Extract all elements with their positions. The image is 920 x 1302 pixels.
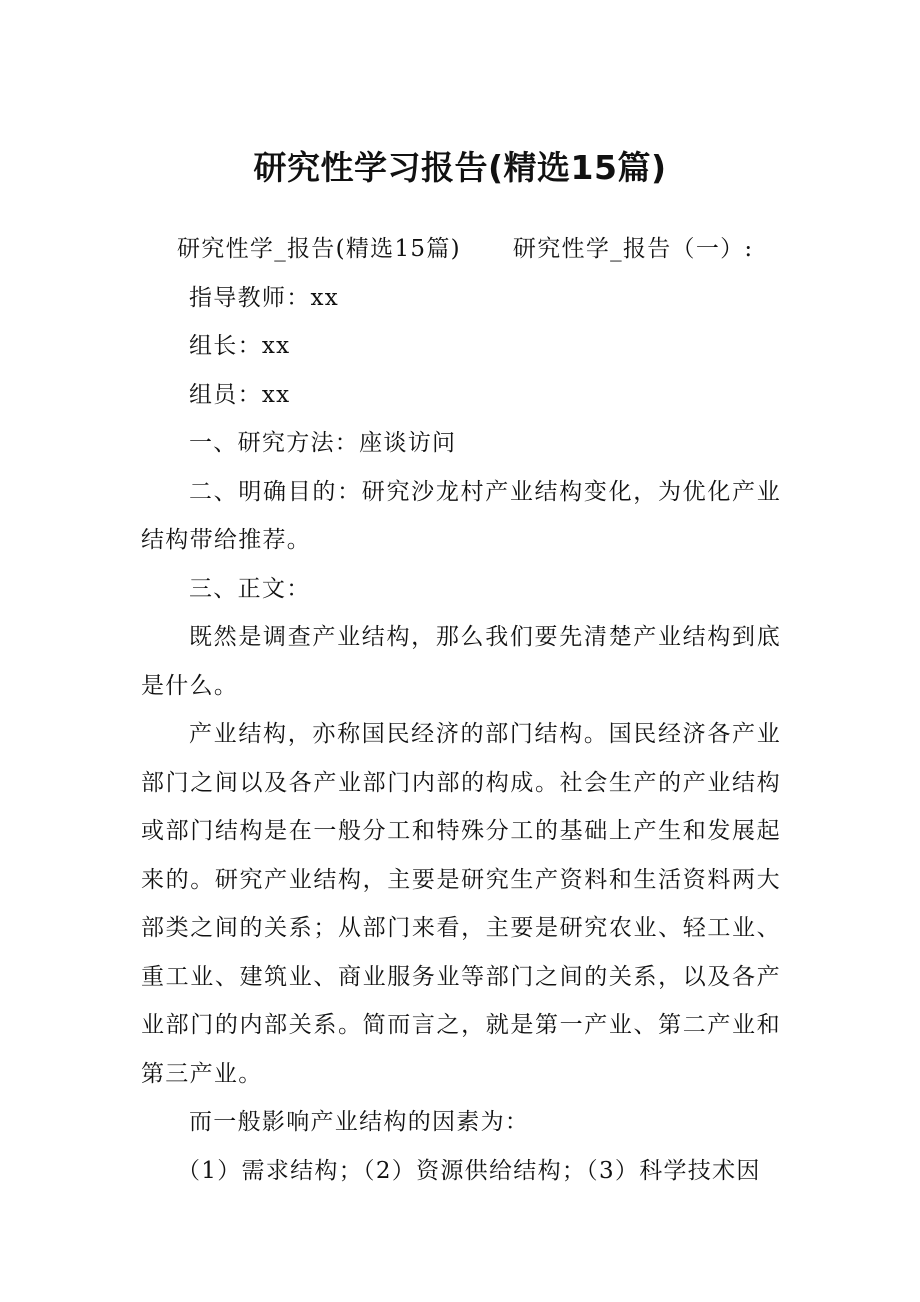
- paragraph-members: 组员：xx: [189, 381, 291, 408]
- subtitle-left: 研究性学_报告(精选15篇): [177, 236, 461, 262]
- paragraph-method: 一、研究方法：座谈访问: [189, 430, 457, 456]
- document-title: 研究性学习报告(精选15篇): [253, 148, 667, 187]
- subtitle-line: [141, 225, 781, 274]
- paragraph-factors-list: （1）需求结构；（2）资源供给结构；（3）科学技术因: [177, 1157, 761, 1184]
- paragraph-advisor: 指导教师：xx: [189, 284, 340, 311]
- paragraph-factors-heading: 而一般影响产业结构的因素为：: [189, 1109, 530, 1135]
- paragraph-main-heading: 三、正文：: [189, 575, 311, 602]
- paragraph-leader: 组长：xx: [189, 333, 291, 359]
- paragraph-purpose: 二、明确目的：研究沙龙村产业结构变化，为优化产业结构带给推荐。: [141, 478, 781, 553]
- paragraph-definition: 产业结构，亦称国民经济的部门结构。国民经济各产业部门之间以及各产业部门内部的构成。社会生产的产业结构或部门结构是在一般分工和特殊分工的基础上产生和发展起来的。研究产业结构，主要是研究生产资料和生活资料两大部类之间的关系；从部门来看，主要是研究农业、轻工业、重工业、建筑业、商业服务业等部门之间的关系，以及各产业部门的内部关系。简而言之，就是第一产业、第二产业和第三产业。: [141, 721, 781, 1087]
- subtitle-right: 研究性学_报告（一）:: [512, 236, 754, 262]
- document-body: [141, 225, 781, 1195]
- paragraph-intro: 既然是调查产业结构，那么我们要先清楚产业结构到底是什么。: [141, 624, 781, 699]
